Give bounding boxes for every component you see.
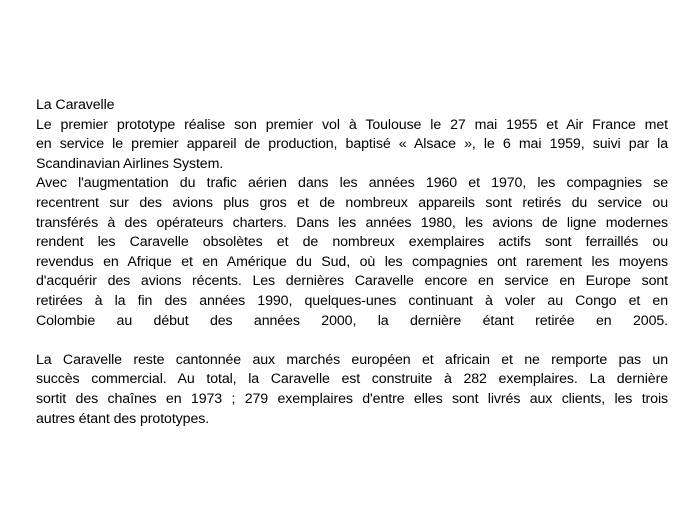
document-title: La Caravelle [36,97,115,113]
paragraph-line: La Caravelle reste cantonnée aux marchés européen et africain et ne remporte pas un [36,351,668,368]
paragraph-line: sortit des chaînes en 1973 ; 279 exemplaires d'entre elles sont livrés aux clients, les trois [36,390,668,407]
paragraph-line: succès commercial. Au total, la Caravelle est construite à 282 exemplaires. La dernière [36,371,668,388]
paragraph-line: d'acquérir des avions récents. Les dernières Caravelle encore en service en Europe sont [36,273,668,290]
paragraph-line: Avec l'augmentation du trafic aérien dans les années 1960 et 1970, les compagnies se [36,175,668,192]
paragraph-line: recentrent sur des avions plus gros et de nombreux appareils sont retirés du service ou [36,194,668,211]
paragraph-line: autres étant des prototypes. [36,410,210,427]
paragraph-line: Colombie au début des années 2000, la dernière étant retirée en 2005. [36,312,668,329]
paragraph-1 [36,116,668,175]
paragraph-line: rendent les Caravelle obsolètes et de nombreux exemplaires actifs sont ferraillés ou [36,234,668,251]
paragraph-2 [36,174,668,331]
paragraph-line: Scandinavian Airlines System. [36,155,224,172]
paragraph-line: transférés à des opérateurs charters. Dans les années 1980, les avions de ligne modernes [36,214,668,231]
paragraph-line: retirées à la fin des années 1990, quelques-unes continuant à voler au Congo et en [36,292,668,309]
paragraph-line: Le premier prototype réalise son premier vol à Toulouse le 27 mai 1955 et Air France met [36,116,668,133]
paragraph-line: en service le premier appareil de production, baptisé « Alsace », le 6 mai 1959, suivi par la [36,136,668,153]
paragraph-spacer [36,331,668,351]
paragraph-line: revendus en Afrique et en Amérique du Sud, où les compagnies ont rarement les moyens [36,253,668,270]
paragraph-3 [36,351,668,429]
text-block [36,96,668,429]
